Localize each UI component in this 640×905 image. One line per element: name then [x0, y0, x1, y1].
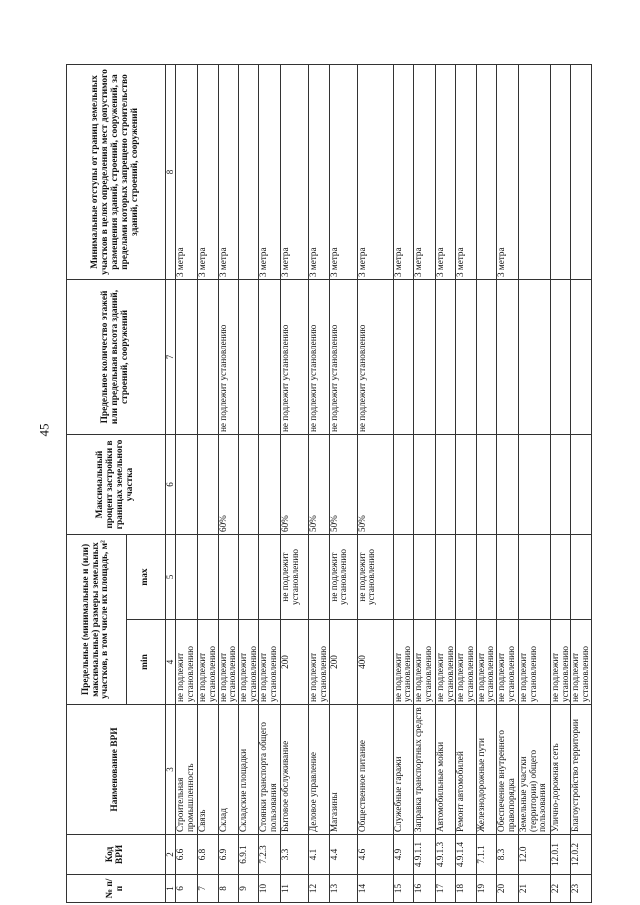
- row-name: Благоустройство территории: [571, 705, 591, 835]
- row-percent: [414, 435, 436, 535]
- row-min: не подлежит установлению: [436, 620, 456, 705]
- row-name: Улично-дорожная сеть: [550, 705, 570, 835]
- row-max: [176, 535, 198, 620]
- row-floors: [550, 280, 570, 435]
- row-min: не подлежит установлению: [239, 620, 259, 705]
- row-setback: [476, 65, 496, 280]
- row-floors: не подлежит установлению: [357, 280, 393, 435]
- row-max: [550, 535, 570, 620]
- row-name: Строительная промышленность: [176, 705, 198, 835]
- row-floors: [176, 280, 198, 435]
- row-setback: 3 метра: [436, 65, 456, 280]
- row-number: 18: [456, 875, 476, 903]
- row-number: 6: [176, 875, 198, 903]
- row-number: 13: [329, 875, 357, 903]
- land-use-table: [66, 64, 592, 903]
- row-name: Автомобильные мойки: [436, 705, 456, 835]
- row-setback: [571, 65, 591, 280]
- row-number: 19: [476, 875, 496, 903]
- row-percent: 50%: [309, 435, 329, 535]
- row-setback: [239, 65, 259, 280]
- row-min: не подлежит установлению: [218, 620, 238, 705]
- header-area: Предельные (минимальные и (или) максимальные) размеры земельных участков, в том числе их площадь, м²: [67, 535, 127, 705]
- row-percent: [456, 435, 476, 535]
- table-body: [176, 65, 591, 903]
- table-row: [550, 65, 570, 903]
- table-row: [393, 65, 413, 903]
- row-max: [496, 535, 518, 620]
- row-setback: 3 метра: [393, 65, 413, 280]
- row-max: [518, 535, 550, 620]
- row-setback: 3 метра: [496, 65, 518, 280]
- row-number: 17: [436, 875, 456, 903]
- row-code: 8.3: [496, 835, 518, 875]
- row-max: [436, 535, 456, 620]
- row-code: 4.1: [309, 835, 329, 875]
- row-setback: 3 метра: [176, 65, 198, 280]
- row-min: не подлежит установлению: [571, 620, 591, 705]
- row-code: 6.8: [198, 835, 218, 875]
- row-name: Общественное питание: [357, 705, 393, 835]
- row-name: Земельные участки (территории) общего пользования: [518, 705, 550, 835]
- row-name: Служебные гаражи: [393, 705, 413, 835]
- rotated-table-container: [66, 65, 590, 903]
- row-min: не подлежит установлению: [496, 620, 518, 705]
- row-percent: 60%: [218, 435, 238, 535]
- row-percent: [550, 435, 570, 535]
- table-row: [259, 65, 281, 903]
- header-floors: Предельное количество этажей или предельная высота зданий, строений, сооружений: [67, 280, 166, 435]
- row-min: не подлежит установлению: [198, 620, 218, 705]
- row-min: не подлежит установлению: [456, 620, 476, 705]
- table-wrapper: [66, 65, 590, 903]
- row-name: Бытовое обслуживание: [281, 705, 309, 835]
- column-index-3: 3: [166, 705, 176, 835]
- row-percent: [259, 435, 281, 535]
- row-setback: 3 метра: [357, 65, 393, 280]
- row-percent: [393, 435, 413, 535]
- row-code: 4.9.1.4: [456, 835, 476, 875]
- table-row: [414, 65, 436, 903]
- row-code: 4.4: [329, 835, 357, 875]
- header-area-min: min: [127, 620, 166, 705]
- row-min: не подлежит установлению: [414, 620, 436, 705]
- row-number: 8: [218, 875, 238, 903]
- table-row: [329, 65, 357, 903]
- row-floors: не подлежит установлению: [218, 280, 238, 435]
- row-min: не подлежит установлению: [259, 620, 281, 705]
- row-max: не подлежит установлению: [357, 535, 393, 620]
- row-number: 9: [239, 875, 259, 903]
- row-code: 4.9: [393, 835, 413, 875]
- row-min: 200: [329, 620, 357, 705]
- row-number: 20: [496, 875, 518, 903]
- row-number: 23: [571, 875, 591, 903]
- row-floors: не подлежит установлению: [329, 280, 357, 435]
- row-max: [309, 535, 329, 620]
- row-name: Ремонт автомобилей: [456, 705, 476, 835]
- row-number: 22: [550, 875, 570, 903]
- row-percent: [496, 435, 518, 535]
- row-number: 10: [259, 875, 281, 903]
- row-min: не подлежит установлению: [476, 620, 496, 705]
- row-max: [259, 535, 281, 620]
- column-index-1: 1: [166, 875, 176, 903]
- row-floors: [198, 280, 218, 435]
- row-name: Складские площадки: [239, 705, 259, 835]
- row-floors: [436, 280, 456, 435]
- table-row: [476, 65, 496, 903]
- column-index-5: 5: [166, 535, 176, 620]
- row-percent: [176, 435, 198, 535]
- row-number: 14: [357, 875, 393, 903]
- row-percent: 50%: [329, 435, 357, 535]
- row-setback: [550, 65, 570, 280]
- table-row: [218, 65, 238, 903]
- table-row: [357, 65, 393, 903]
- row-number: 16: [414, 875, 436, 903]
- header-percent: Максимальный процент застройки в границах земельного участка: [67, 435, 166, 535]
- row-name: Связь: [198, 705, 218, 835]
- column-index-8: 8: [166, 65, 176, 280]
- row-code: 6.6: [176, 835, 198, 875]
- row-code: 4.9.1.1: [414, 835, 436, 875]
- row-number: 21: [518, 875, 550, 903]
- header-setback: Минимальные отступы от границ земельных участков в целях определения мест допустимого размещения зданий, строений, сооружений, за пределами которых запрещено строительство зданий, строений, сооружений: [67, 65, 166, 280]
- row-setback: [518, 65, 550, 280]
- header-area-max: max: [127, 535, 166, 620]
- row-floors: [259, 280, 281, 435]
- row-code: 12.0.2: [571, 835, 591, 875]
- table-row: [309, 65, 329, 903]
- row-code: 6.9: [218, 835, 238, 875]
- row-number: 15: [393, 875, 413, 903]
- column-index-row: [166, 65, 176, 903]
- table-row: [571, 65, 591, 903]
- table-row: [239, 65, 259, 903]
- row-name: Заправка транспортных средств: [414, 705, 436, 835]
- row-percent: [239, 435, 259, 535]
- row-max: [456, 535, 476, 620]
- header-code: Код ВРИ: [67, 835, 166, 875]
- row-number: 11: [281, 875, 309, 903]
- row-setback: 3 метра: [414, 65, 436, 280]
- row-name: Склад: [218, 705, 238, 835]
- row-code: 6.9.1: [239, 835, 259, 875]
- table-row: [436, 65, 456, 903]
- row-number: 7: [198, 875, 218, 903]
- column-index-4: 4: [166, 620, 176, 705]
- row-percent: [476, 435, 496, 535]
- header-name: Наименование ВРИ: [67, 705, 166, 835]
- row-max: [239, 535, 259, 620]
- row-setback: 3 метра: [456, 65, 476, 280]
- row-floors: не подлежит установлению: [281, 280, 309, 435]
- row-name: Стоянки транспорта общего пользования: [259, 705, 281, 835]
- row-max: [198, 535, 218, 620]
- row-code: 7.2.3: [259, 835, 281, 875]
- column-index-7: 7: [166, 280, 176, 435]
- row-percent: [518, 435, 550, 535]
- row-min: не подлежит установлению: [393, 620, 413, 705]
- row-floors: [393, 280, 413, 435]
- table-row: [496, 65, 518, 903]
- row-min: 200: [281, 620, 309, 705]
- header-no: № п/п: [67, 875, 166, 903]
- row-min: не подлежит установлению: [518, 620, 550, 705]
- row-max: не подлежит установлению: [281, 535, 309, 620]
- row-floors: не подлежит установлению: [309, 280, 329, 435]
- table-row: [456, 65, 476, 903]
- row-floors: [518, 280, 550, 435]
- row-max: [476, 535, 496, 620]
- row-percent: [198, 435, 218, 535]
- page-number: 45: [36, 423, 52, 437]
- row-name: Железнодорожные пути: [476, 705, 496, 835]
- row-percent: [436, 435, 456, 535]
- row-code: 7.1.1: [476, 835, 496, 875]
- row-floors: [476, 280, 496, 435]
- row-min: 400: [357, 620, 393, 705]
- row-min: не подлежит установлению: [550, 620, 570, 705]
- row-floors: [571, 280, 591, 435]
- row-name: Магазины: [329, 705, 357, 835]
- row-percent: 60%: [281, 435, 309, 535]
- row-number: 12: [309, 875, 329, 903]
- row-setback: 3 метра: [281, 65, 309, 280]
- row-max: не подлежит установлению: [329, 535, 357, 620]
- table-row: [176, 65, 198, 903]
- table-row: [198, 65, 218, 903]
- column-index-2: 2: [166, 835, 176, 875]
- row-name: Деловое управление: [309, 705, 329, 835]
- row-code: 4.6: [357, 835, 393, 875]
- row-floors: [496, 280, 518, 435]
- table-row: [281, 65, 309, 903]
- column-index-6: 6: [166, 435, 176, 535]
- row-max: [218, 535, 238, 620]
- row-code: 12.0: [518, 835, 550, 875]
- row-floors: [456, 280, 476, 435]
- row-code: 12.0.1: [550, 835, 570, 875]
- row-code: 4.9.1.3: [436, 835, 456, 875]
- row-setback: 3 метра: [218, 65, 238, 280]
- row-name: Обеспечение внутреннего правопорядка: [496, 705, 518, 835]
- row-min: не подлежит установлению: [176, 620, 198, 705]
- row-percent: 50%: [357, 435, 393, 535]
- row-min: не подлежит установлению: [309, 620, 329, 705]
- row-max: [571, 535, 591, 620]
- row-setback: 3 метра: [329, 65, 357, 280]
- row-setback: 3 метра: [259, 65, 281, 280]
- row-max: [393, 535, 413, 620]
- row-code: 3.3: [281, 835, 309, 875]
- row-max: [414, 535, 436, 620]
- row-setback: 3 метра: [198, 65, 218, 280]
- row-floors: [414, 280, 436, 435]
- row-floors: [239, 280, 259, 435]
- table-row: [518, 65, 550, 903]
- row-setback: 3 метра: [309, 65, 329, 280]
- row-percent: [571, 435, 591, 535]
